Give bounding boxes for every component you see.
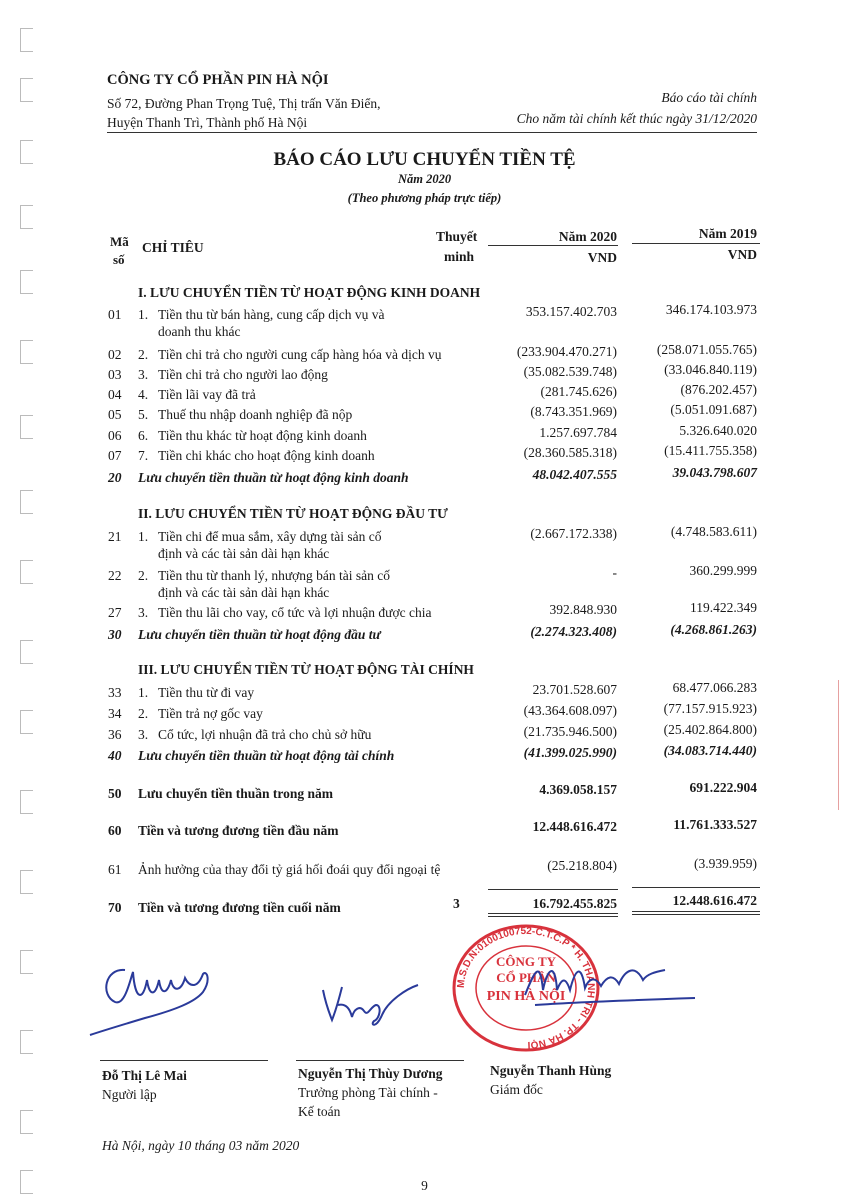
row-label (138, 528, 382, 562)
row-num: 7. (138, 448, 149, 463)
total-double-rule-2020-b (488, 916, 618, 917)
total-double-rule-2020-a (488, 913, 618, 914)
total-code: 50 (108, 786, 122, 801)
company-name: CÔNG TY CỔ PHẦN PIN HÀ NỘI (107, 72, 329, 88)
row-code: 61 (108, 862, 122, 877)
row-num: 3. (138, 727, 149, 742)
subtotal-value-2020: (41.399.025.990) (523, 745, 617, 760)
company-address-line2: Huyện Thanh Trì, Thành phố Hà Nội (107, 115, 308, 130)
stamp-line3: PIN HÀ NỘI (486, 989, 566, 1004)
binder-mark (20, 640, 33, 664)
signature-line-preparer (100, 1060, 268, 1061)
binder-mark (20, 490, 33, 514)
header-year-2019: Năm 2019 (698, 226, 757, 241)
row-value-2020: (8.743.351.969) (530, 404, 617, 419)
row-value-2019: (15.411.755.358) (664, 443, 757, 458)
binder-mark (20, 78, 33, 102)
subtotal-label: Lưu chuyển tiền thuần từ hoạt động kinh doanh (138, 470, 409, 485)
total-value-2019: 11.761.333.527 (673, 817, 757, 832)
row-code: 02 (108, 347, 122, 362)
row-value-2020: 353.157.402.703 (525, 304, 617, 319)
row-num: 2. (138, 706, 149, 721)
header-note-1: Thuyết (436, 229, 478, 244)
place-date: Hà Nội, ngày 10 tháng 03 năm 2020 (102, 1138, 300, 1153)
subtotal-label: Lưu chuyển tiền thuần từ hoạt động tài chính (138, 748, 395, 763)
row-text: Tiền thu từ đi vay (158, 685, 255, 700)
binder-mark (20, 28, 33, 52)
chief-accountant-title-2: Kế toán (298, 1104, 341, 1119)
total-label: Tiền và tương đương tiền đầu năm (138, 823, 339, 838)
page-title: BÁO CÁO LƯU CHUYỂN TIỀN TỆ (273, 149, 576, 170)
row-code: 04 (108, 387, 122, 402)
row-label (138, 366, 328, 383)
company-address-line1: Số 72, Đường Phan Trọng Tuệ, Thị trấn Văn Điển, (107, 96, 381, 111)
director-name: Nguyễn Thanh Hùng (490, 1063, 612, 1078)
row-num: 5. (138, 407, 149, 422)
header-code-1: Mã (110, 234, 129, 249)
binder-mark (20, 270, 33, 294)
row-text: Tiền chi trả cho người lao động (158, 367, 328, 382)
row-code: 27 (108, 605, 122, 620)
row-code: 33 (108, 685, 122, 700)
binder-mark (20, 205, 33, 229)
subtotal-value-2020: 48.042.407.555 (532, 467, 617, 482)
row-value-2019: (33.046.840.119) (664, 362, 757, 377)
row-label (138, 346, 442, 363)
row-num: 1. (138, 529, 149, 544)
row-value-2019: (77.157.915.923) (663, 701, 757, 716)
row-text: Tiền thu lãi cho vay, cổ tức và lợi nhuận được chia (158, 605, 432, 620)
chief-accountant-name: Nguyễn Thị Thùy Dương (298, 1066, 443, 1081)
row-value-2019: 5.326.640.020 (679, 423, 757, 438)
row-code: 22 (108, 568, 122, 583)
row-code: 01 (108, 307, 122, 322)
total-value-2020: 16.792.455.825 (532, 896, 617, 911)
header-note-2: minh (444, 249, 475, 264)
total-value-2019: 691.222.904 (689, 780, 757, 795)
row-value-2020: - (612, 565, 617, 580)
section-operating: I. LƯU CHUYỂN TIỀN TỪ HOẠT ĐỘNG KINH DOANH (138, 285, 481, 300)
total-value-2020: 12.448.616.472 (532, 819, 617, 834)
director-title: Giám đốc (490, 1082, 543, 1097)
binder-mark (20, 1030, 33, 1054)
row-value-2020: (21.735.946.500) (523, 724, 617, 739)
row-label (138, 447, 375, 464)
stamp-line2: CỔ PHẦN (496, 970, 556, 985)
subtotal-label: Lưu chuyển tiền thuần từ hoạt động đầu tư (138, 627, 381, 642)
total-code: 70 (108, 900, 122, 915)
header-rule-2020 (488, 245, 618, 246)
row-value-2020: (28.360.585.318) (523, 445, 617, 460)
header-year-2020: Năm 2020 (558, 229, 617, 244)
row-text: Tiền thu từ bán hàng, cung cấp dịch vụ và (158, 307, 385, 322)
header-rule-2019 (632, 243, 760, 244)
row-num: 3. (138, 367, 149, 382)
header-rule (107, 132, 757, 133)
row-text: Cổ tức, lợi nhuận đã trả cho chủ sở hữu (158, 727, 372, 742)
row-label (138, 427, 367, 444)
row-text: Tiền chi trả cho người cung cấp hàng hóa và dịch vụ (158, 347, 442, 362)
row-label (138, 567, 390, 601)
row-num: 2. (138, 568, 149, 583)
subtotal-code: 30 (108, 627, 122, 642)
subtotal-code: 40 (108, 748, 122, 763)
row-text: Tiền trả nợ gốc vay (158, 706, 263, 721)
row-value-2020: (2.667.172.338) (530, 526, 617, 541)
row-value-2019: 346.174.103.973 (665, 302, 757, 317)
row-label (138, 306, 385, 340)
row-value-2020: (281.745.626) (540, 384, 617, 399)
report-period: Cho năm tài chính kết thúc ngày 31/12/2020 (516, 111, 757, 126)
row-text-cont: định và các tài sản dài hạn khác (158, 546, 330, 561)
row-text: Tiền thu khác từ hoạt động kinh doanh (158, 428, 367, 443)
section-financing: III. LƯU CHUYỂN TIỀN TỪ HOẠT ĐỘNG TÀI CHÍNH (138, 662, 474, 677)
header-item: CHỈ TIÊU (142, 240, 204, 255)
binder-mark (20, 950, 33, 974)
binder-mark (20, 710, 33, 734)
row-value-2020: 392.848.930 (549, 602, 617, 617)
row-value-2020: (35.082.539.748) (523, 364, 617, 379)
binder-mark (20, 415, 33, 439)
preparer-name: Đỗ Thị Lê Mai (102, 1068, 187, 1083)
total-rule-2019 (632, 887, 760, 888)
row-text: Tiền thu từ thanh lý, nhượng bán tài sản cố (158, 568, 391, 583)
report-type: Báo cáo tài chính (661, 90, 757, 105)
subtotal-value-2019: (34.083.714.440) (663, 743, 757, 758)
page-number: 9 (421, 1178, 428, 1193)
row-value-2019: (258.071.055.765) (656, 342, 757, 357)
binder-mark (20, 340, 33, 364)
total-label: Tiền và tương đương tiền cuối năm (138, 900, 341, 915)
row-text-cont: doanh thu khác (158, 324, 241, 339)
page-subtitle-method: (Theo phương pháp trực tiếp) (347, 191, 502, 205)
subtotal-value-2019: (4.268.861.263) (670, 622, 757, 637)
page-subtitle-year: Năm 2020 (397, 172, 452, 186)
binder-mark (20, 790, 33, 814)
row-code: 06 (108, 428, 122, 443)
binder-mark (20, 870, 33, 894)
row-code: 21 (108, 529, 122, 544)
binder-mark (20, 560, 33, 584)
total-code: 60 (108, 823, 122, 838)
row-code: 36 (108, 727, 122, 742)
stamp-bleed-mark (838, 680, 847, 810)
row-value-2020: (43.364.608.097) (523, 703, 617, 718)
total-double-rule-2019-b (632, 914, 760, 915)
total-label: Lưu chuyển tiền thuần trong năm (138, 786, 334, 801)
row-label (138, 684, 254, 701)
signature-line-chief (296, 1060, 464, 1061)
header-currency-2019: VND (727, 247, 757, 262)
header-currency-2020: VND (587, 250, 617, 265)
binder-mark (20, 1110, 33, 1134)
row-num: 6. (138, 428, 149, 443)
chief-accountant-signature (318, 975, 438, 1035)
stamp-ring-text: M.S.D.N:0100100752-C.T.C.P * H. THANH TRÌ - TP. HÀ NỘI (455, 925, 597, 1050)
preparer-title: Người lập (102, 1087, 157, 1102)
row-text: Tiền lãi vay đã trả (158, 387, 256, 402)
row-value-2019: (3.939.959) (694, 856, 757, 871)
header-code-2: số (113, 252, 125, 267)
row-value-2019: 360.299.999 (689, 563, 757, 578)
subtotal-code: 20 (108, 470, 122, 485)
row-value-2019: (876.202.457) (680, 382, 757, 397)
subtotal-value-2019: 39.043.798.607 (672, 465, 757, 480)
total-value-2020: 4.369.058.157 (539, 782, 617, 797)
row-code: 07 (108, 448, 122, 463)
total-double-rule-2019-a (632, 911, 760, 912)
preparer-signature (85, 940, 275, 1040)
row-value-2019: (4.748.583.611) (670, 524, 757, 539)
director-signature (515, 950, 715, 1020)
subtotal-value-2020: (2.274.323.408) (530, 624, 617, 639)
row-num: 1. (138, 307, 149, 322)
row-text: Tiền chi để mua sắm, xây dựng tài sản cố (158, 529, 382, 544)
row-code: 03 (108, 367, 122, 382)
row-num: 4. (138, 387, 149, 402)
row-value-2020: 23.701.528.607 (532, 682, 617, 697)
row-num: 3. (138, 605, 149, 620)
row-num: 2. (138, 347, 149, 362)
row-label (138, 386, 256, 403)
row-value-2020: 1.257.697.784 (539, 425, 617, 440)
row-text: Thuế thu nhập doanh nghiệp đã nộp (158, 407, 353, 422)
row-value-2019: (25.402.864.800) (663, 722, 757, 737)
row-label (138, 604, 431, 621)
row-value-2019: 68.477.066.283 (672, 680, 757, 695)
row-text-cont: định và các tài sản dài hạn khác (158, 585, 330, 600)
row-code: 34 (108, 706, 122, 721)
total-value-2019: 12.448.616.472 (672, 893, 757, 908)
total-note: 3 (453, 896, 460, 911)
section-investing: II. LƯU CHUYỂN TIỀN TỪ HOẠT ĐỘNG ĐẦU TƯ (138, 506, 448, 521)
row-label: Ảnh hưởng của thay đổi tỷ giá hối đoái quy đổi ngoại tệ (138, 862, 441, 877)
row-value-2019: 119.422.349 (690, 600, 757, 615)
row-num: 1. (138, 685, 149, 700)
row-value-2020: (233.904.470.271) (516, 344, 617, 359)
row-value-2020: (25.218.804) (547, 858, 617, 873)
row-label (138, 726, 371, 743)
row-label (138, 406, 352, 423)
row-value-2019: (5.051.091.687) (670, 402, 757, 417)
row-label (138, 705, 263, 722)
chief-accountant-title-1: Trưởng phòng Tài chính - (298, 1085, 438, 1100)
row-text: Tiền chi khác cho hoạt động kinh doanh (158, 448, 375, 463)
row-code: 05 (108, 407, 122, 422)
total-rule-2020 (488, 889, 618, 890)
stamp-line1: CÔNG TY (495, 954, 557, 969)
